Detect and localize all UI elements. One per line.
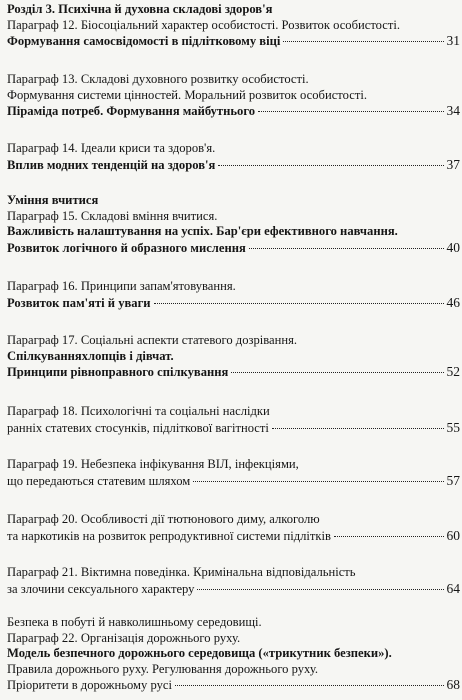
entry-title: Піраміда потреб. Формування майбутнього	[7, 104, 256, 119]
page-number: 34	[446, 103, 460, 119]
entry-title: що передаються статевим шляхом	[7, 473, 191, 488]
toc-entry	[7, 565, 460, 597]
entry-title: Розвиток пам'яті й уваги	[7, 295, 151, 310]
entry-last-line[interactable]	[7, 473, 460, 489]
entry-title: Принципи рівноправного спілкування	[7, 365, 229, 380]
entry-text-line: Параграф 15. Складові вміння вчитися.	[7, 208, 218, 223]
entry-title: Вплив модних тенденцій на здоров'я	[7, 157, 216, 172]
entry-text-line: Параграф 14. Ідеали криси та здоров'я.	[7, 141, 216, 155]
entry-title: Пріоритети в дорожньому русі	[7, 678, 172, 693]
entry-text-line: Параграф 21. Віктимна поведінка. Кримінальна відповідальність	[7, 565, 356, 579]
entry-text-line: Параграф 12. Біосоціальний характер особистості. Розвиток особистості.	[7, 17, 401, 32]
entry-text-line: Параграф 19. Небезпека інфікування ВІЛ, інфекціями,	[7, 457, 299, 471]
page-number: 55	[446, 419, 460, 435]
page-number: 46	[446, 294, 460, 310]
entry-last-line[interactable]	[7, 677, 460, 693]
toc-entry	[7, 2, 460, 49]
entry-last-line[interactable]	[7, 528, 460, 544]
entry-title: Формування самосвідомості в підлітковому віці	[7, 34, 281, 49]
dot-leader	[231, 372, 443, 373]
entry-text-line: Параграф 13. Складові духовного розвитку особистості.	[7, 72, 309, 86]
entry-last-line[interactable]	[7, 33, 460, 49]
entry-last-line[interactable]	[7, 295, 460, 311]
entry-title: Розвиток логічного й образного мислення	[7, 240, 246, 255]
toc-entry	[7, 193, 460, 256]
page-number: 37	[446, 156, 460, 172]
section-heading: Уміння вчитися	[7, 193, 99, 207]
toc-entry	[7, 279, 460, 311]
entry-title: та наркотиків на розвиток репродуктивної системи підлітків	[7, 528, 331, 543]
page-number: 60	[446, 527, 460, 543]
entry-text-line: Параграф 17. Соціальні аспекти статевого дозрівання.	[7, 333, 298, 347]
toc-entry	[7, 404, 460, 436]
page-number: 52	[446, 364, 460, 380]
dot-leader	[154, 303, 444, 304]
entry-last-line[interactable]	[7, 581, 460, 597]
toc-entry	[7, 333, 460, 380]
page-number: 40	[446, 239, 460, 255]
entry-title: ранніх статевих стосунків, підліткової вагітності	[7, 420, 269, 435]
entry-last-line[interactable]	[7, 364, 460, 380]
entry-last-line[interactable]	[7, 420, 460, 436]
dot-leader	[272, 428, 444, 429]
dot-leader	[197, 589, 443, 590]
dot-leader	[258, 111, 443, 112]
page-number: 31	[446, 33, 460, 49]
entry-text-line: Параграф 18. Психологічні та соціальні наслідки	[7, 404, 270, 418]
dot-leader	[283, 41, 443, 42]
toc-entry	[7, 615, 460, 693]
entry-text-line: Параграф 22. Організація дорожнього руху.	[7, 630, 241, 645]
entry-text-line: Важливість налаштування на успіх. Бар'єри ефективного навчання.	[7, 224, 398, 239]
entry-title: за злочини сексуального характеру	[7, 581, 195, 596]
toc-entry	[7, 512, 460, 544]
page-number: 68	[446, 677, 460, 693]
toc-entry	[7, 72, 460, 119]
section-heading: Розділ 3. Психічна й духовна складові здоров'я	[7, 2, 273, 16]
section-heading: Безпека в побуті й навколишньому середовищі.	[7, 615, 262, 629]
entry-text-line: Модель безпечного дорожнього середовища («трикутник безпеки»).	[7, 646, 392, 661]
entry-text-line: Формування системи цінностей. Моральний розвиток особистості.	[7, 87, 367, 102]
entry-last-line[interactable]	[7, 103, 460, 119]
dot-leader	[218, 165, 443, 166]
page-number: 57	[446, 472, 460, 488]
dot-leader	[175, 685, 444, 686]
dot-leader	[334, 536, 444, 537]
entry-text-line: Параграф 20. Особливості дії тютюнового диму, алкоголю	[7, 512, 320, 526]
page-number: 64	[446, 580, 460, 596]
entry-last-line[interactable]	[7, 157, 460, 173]
entry-last-line[interactable]	[7, 240, 460, 256]
toc-entry	[7, 457, 460, 489]
dot-leader	[249, 248, 444, 249]
toc-entry	[7, 141, 460, 173]
entry-text-line: Правила дорожнього руху. Регулювання дорожнього руху.	[7, 661, 319, 676]
dot-leader	[193, 481, 443, 482]
entry-text-line: Параграф 16. Принципи запам'ятовування.	[7, 279, 236, 293]
entry-text-line: Спілкуванняхлопців і дівчат.	[7, 348, 174, 363]
